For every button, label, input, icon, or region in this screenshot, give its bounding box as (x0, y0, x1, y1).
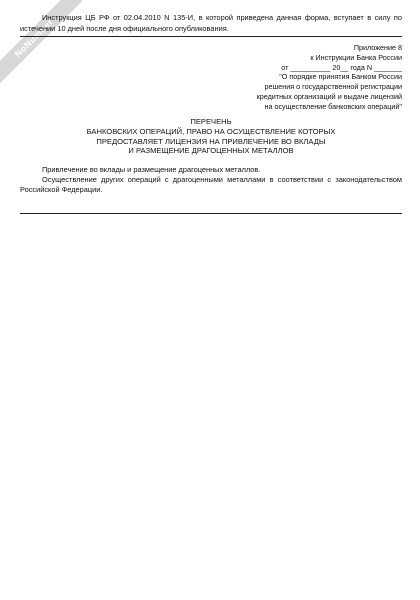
divider-top (20, 36, 402, 37)
operation-item-1: Привлечение во вклады и размещение драгоценных металлов. (42, 165, 261, 174)
effective-date-notice: Инструкция ЦБ РФ от 02.04.2010 N 135-И, в которой приведена данная форма, вступает в силу по истечении 10 дней после дня официального опубликования. (20, 13, 402, 33)
appendix-instruction-title-1: "О порядке принятия Банком России (279, 72, 402, 82)
operation-item-2: Осуществление других операций с драгоценными металлами в соответствии с законодательством Российской Федерации. (20, 174, 402, 194)
appendix-instruction-title-2: решения о государственной регистрации (264, 82, 402, 92)
title-line-1: ПЕРЕЧЕНЬ (190, 117, 232, 126)
operations-list (20, 165, 402, 194)
appendix-header (202, 43, 402, 112)
title-line-4: И РАЗМЕЩЕНИЕ ДРАГОЦЕННЫХ МЕТАЛЛОВ (128, 146, 294, 156)
appendix-number: Приложение 8 (353, 43, 402, 52)
title-line-3: ПРЕДОСТАВЛЯЕТ ЛИЦЕНЗИЯ НА ПРИВЛЕЧЕНИЕ ВО ВКЛАДЫ (96, 136, 326, 146)
watermark-ribbon: NoNumber (0, 0, 82, 86)
document-title (20, 117, 402, 156)
divider-bottom (20, 213, 402, 214)
title-line-2: БАНКОВСКИХ ОПЕРАЦИЙ, ПРАВО НА ОСУЩЕСТВЛЕНИЕ КОТОРЫХ (86, 126, 336, 136)
appendix-instruction-title-3: кредитных организаций и выдаче лицензий (256, 91, 402, 101)
appendix-instruction-title-4: на осуществление банковских операций" (264, 101, 402, 111)
appendix-instruction-ref: к Инструкции Банка России (310, 52, 402, 62)
appendix-date-number: от __________ 20__ года N _______ (281, 62, 402, 72)
